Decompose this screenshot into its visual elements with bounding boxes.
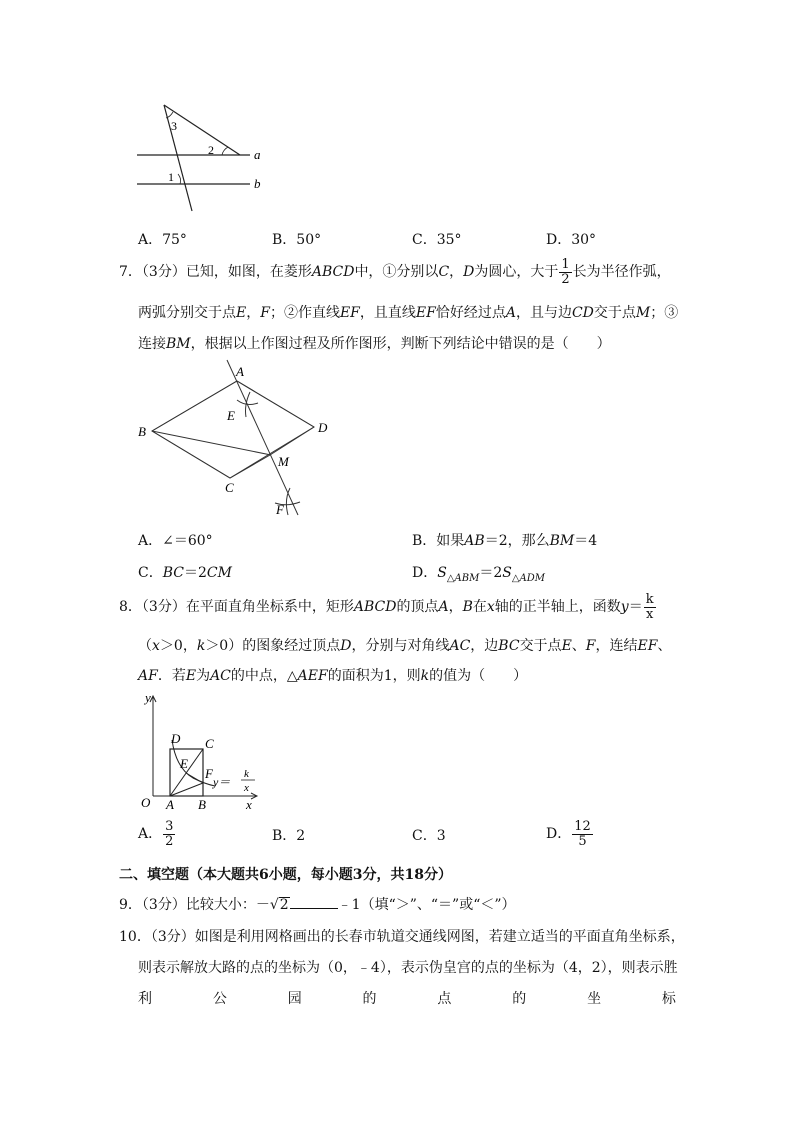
q8-line-3: AF．若E为AC的中点，△AEF的面积为1，则k的值为（ ）: [138, 668, 528, 684]
q7-label-b: B: [138, 424, 146, 439]
q8-fraction: $\frac{k}{x}$: [645, 592, 654, 622]
q10-line-3: 利 公 园 的 点 的 坐 标: [138, 991, 676, 1007]
q8-line-2: （x＞0，k＞0）的图象经过顶点D，分别与对角线AC，边BC交于点E、F，连结EF、: [138, 638, 672, 654]
q8-label-c: C: [205, 736, 214, 751]
q6-option-d: D．30°: [546, 232, 597, 248]
q8-axis-y-label: y: [145, 690, 151, 705]
q7-rhombus-figure: [130, 355, 350, 525]
q6-option-b: B．50°: [272, 232, 322, 248]
q9-line: 9．（3分）比较大小：－√2 ﹣1（填“＞”、“＝”或“＜”）: [119, 897, 516, 913]
q6-line-a-label: a: [254, 147, 261, 162]
q6-line-b-label: b: [254, 176, 261, 191]
q7-line-1: 7．（3分）已知，如图，在菱形ABCD中，①分别以C，D为圆心，大于 $\frac{1}{2}$ 长为半径作弧，: [119, 257, 671, 287]
section-2-heading: 二、填空题（本大题共6小题，每小题3分，共18分）: [119, 867, 452, 883]
q8-option-b: B．2: [272, 828, 306, 844]
q8-function-x-label: x: [244, 782, 249, 794]
q8-label-f: F: [205, 766, 213, 781]
q7-line-2: 两弧分别交于点E，F；②作直线EF，且直线EF恰好经过点A，且与边CD交于点M；③: [138, 305, 679, 321]
q7-label-c: C: [225, 480, 234, 495]
q8-option-d: D． $\frac{12}{5}$: [546, 819, 591, 849]
q6-angle-2-label: 2: [208, 143, 214, 157]
q7-option-d: D．$S_{\triangle ABM}=2S_{\triangle ADM}$: [412, 565, 546, 584]
q8-line-1: 8．（3分）在平面直角坐标系中，矩形ABCD的顶点A，B在x轴的正半轴上，函数y＝ $\frac{k}{x}$: [119, 592, 654, 622]
q6-angle-1-label: 1: [168, 170, 174, 184]
q7-option-a: A．∠＝60°: [138, 533, 213, 549]
q6-option-a: A．75°: [138, 232, 187, 248]
q7-label-f: F: [276, 502, 284, 517]
q7-label-e: E: [227, 408, 235, 423]
q8-coordinate-figure: [135, 688, 275, 813]
q8-label-a: A: [166, 797, 174, 812]
q6-option-c: C．35°: [412, 232, 462, 248]
q8-origin-label: O: [141, 795, 151, 810]
q8-function-y-label: y＝: [213, 775, 231, 789]
q8-label-b: B: [198, 797, 206, 812]
q7-fraction: $\frac{1}{2}$: [561, 257, 570, 287]
q8-option-c: C．3: [412, 828, 446, 844]
q7-label-a: A: [236, 364, 244, 379]
q7-label-d: D: [318, 420, 328, 435]
q6-figure: [130, 100, 280, 215]
q10-line-2: 则表示解放大路的点的坐标为（0，﹣4），表示伪皇宫的点的坐标为（4，2），则表示胜: [138, 960, 678, 976]
q7-label-m: M: [278, 454, 289, 469]
q10-line-1: 10．（3分）如图是利用网格画出的长春市轨道交通线网图，若建立适当的平面直角坐标系，: [119, 929, 685, 945]
q7-option-b: B．如果AB＝2，那么BM＝4: [412, 533, 598, 549]
q8-axis-x-label: x: [246, 797, 252, 812]
q9-answer-blank[interactable]: [290, 896, 338, 909]
q8-label-e: E: [180, 756, 188, 771]
q8-option-a: A． $\frac{3}{2}$: [138, 819, 174, 849]
q8-label-d: D: [171, 731, 181, 746]
q8-function-k-label: k: [244, 768, 249, 780]
q7-option-c: C．BC＝2CM: [138, 565, 232, 581]
q7-line-3: 连接BM，根据以上作图过程及所作图形，判断下列结论中错误的是（ ）: [138, 336, 611, 352]
q6-angle-3-label: 3: [171, 119, 177, 133]
